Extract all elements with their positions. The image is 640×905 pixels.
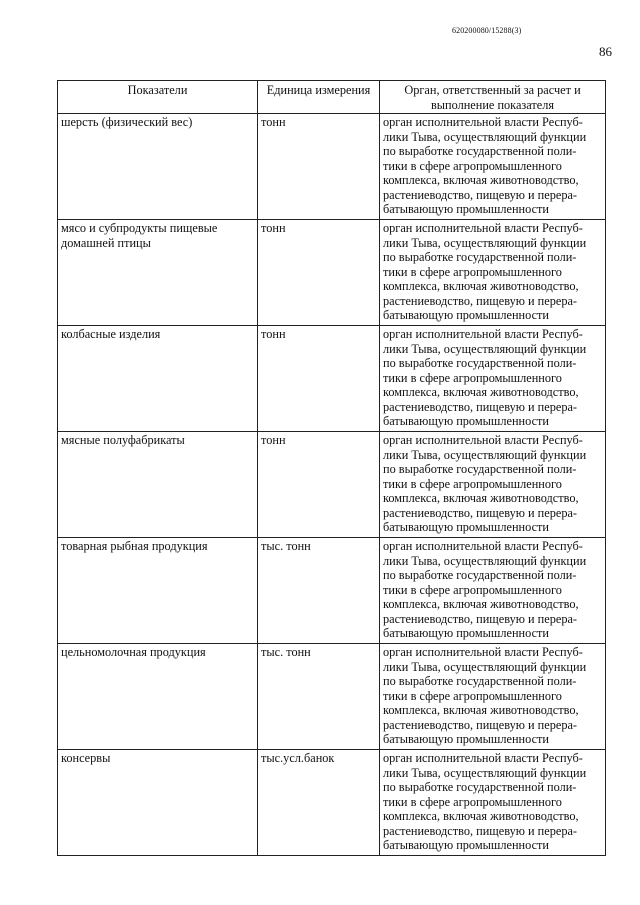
responsible-body-line: комплекса, включая животноводство, <box>383 491 579 505</box>
responsible-body-line: лики Тыва, осуществляющий функции <box>383 447 587 462</box>
unit-cell: тыс. тонн <box>258 538 380 644</box>
responsible-body-line: растениеводство, пищевую и перера- <box>383 823 578 838</box>
table-row <box>58 538 606 644</box>
responsible-body-line: по выработке государственной поли- <box>383 250 577 264</box>
responsible-body-line: комплекса, включая животноводство, <box>383 173 579 187</box>
responsible-body-line: орган исполнительной власти Респуб- <box>383 645 583 659</box>
responsible-body-line: орган исполнительной власти Респуб- <box>383 115 583 129</box>
indicator-cell: консервы <box>58 750 258 856</box>
responsible-body-line: лики Тыва, осуществляющий функции <box>383 659 587 674</box>
responsible-body-line: тики в сфере агропромышленного <box>383 264 562 279</box>
indicator-cell: мясо и субпродукты пищевые домашней птицы <box>58 220 258 326</box>
responsible-body-line: орган исполнительной власти Респуб- <box>383 751 583 765</box>
responsible-body-cell <box>380 326 606 432</box>
responsible-body-line: лики Тыва, осуществляющий функции <box>383 235 587 250</box>
responsible-body-line: комплекса, включая животноводство, <box>383 703 579 717</box>
responsible-body-line: растениеводство, пищевую и перера- <box>383 717 578 732</box>
responsible-body-line: растениеводство, пищевую и перера- <box>383 399 578 414</box>
indicator-cell: товарная рыбная продукция <box>58 538 258 644</box>
indicator-cell: цельномолочная продукция <box>58 644 258 750</box>
responsible-body-line: комплекса, включая животноводство, <box>383 809 579 823</box>
responsible-body-line: комплекса, включая животноводство, <box>383 279 579 293</box>
indicator-cell: шерсть (физический вес) <box>58 114 258 220</box>
responsible-body-line: батывающую промышленности <box>383 202 549 216</box>
responsible-body-line: батывающую промышленности <box>383 732 549 746</box>
column-header-responsible-body: Орган, ответственный за расчет и выполнение показателя <box>380 81 606 114</box>
table-row <box>58 750 606 856</box>
responsible-body-cell <box>380 538 606 644</box>
responsible-body-line: по выработке государственной поли- <box>383 144 577 158</box>
responsible-body-line: комплекса, включая животноводство, <box>383 385 579 399</box>
responsible-body-line: растениеводство, пищевую и перера- <box>383 293 578 308</box>
responsible-body-line: по выработке государственной поли- <box>383 356 577 370</box>
responsible-body-cell <box>380 432 606 538</box>
page-number: 86 <box>599 44 612 59</box>
responsible-body-line: по выработке государственной поли- <box>383 674 577 688</box>
document-id: 620200080/15288(3) <box>452 26 522 35</box>
unit-cell: тыс.усл.банок <box>258 750 380 856</box>
column-header-indicators: Показатели <box>58 81 258 114</box>
responsible-body-line: растениеводство, пищевую и перера- <box>383 187 578 202</box>
responsible-body-line: по выработке государственной поли- <box>383 780 577 794</box>
responsible-body-line: тики в сфере агропромышленного <box>383 688 562 703</box>
table-row <box>58 644 606 750</box>
table-row <box>58 220 606 326</box>
responsible-body-line: орган исполнительной власти Респуб- <box>383 433 583 447</box>
responsible-body-line: растениеводство, пищевую и перера- <box>383 611 578 626</box>
responsible-body-line: орган исполнительной власти Респуб- <box>383 221 583 235</box>
responsible-body-line: тики в сфере агропромышленного <box>383 582 562 597</box>
table-row <box>58 326 606 432</box>
responsible-body-line: батывающую промышленности <box>383 414 549 428</box>
table-row <box>58 432 606 538</box>
responsible-body-line: лики Тыва, осуществляющий функции <box>383 765 587 780</box>
responsible-body-line: лики Тыва, осуществляющий функции <box>383 129 587 144</box>
responsible-body-line: тики в сфере агропромышленного <box>383 476 562 491</box>
unit-cell: тонн <box>258 220 380 326</box>
responsible-body-line: тики в сфере агропромышленного <box>383 794 562 809</box>
indicators-table <box>57 80 606 856</box>
responsible-body-line: батывающую промышленности <box>383 838 549 852</box>
responsible-body-line: тики в сфере агропромышленного <box>383 370 562 385</box>
responsible-body-line: орган исполнительной власти Респуб- <box>383 539 583 553</box>
responsible-body-line: по выработке государственной поли- <box>383 568 577 582</box>
responsible-body-cell <box>380 644 606 750</box>
responsible-body-cell <box>380 114 606 220</box>
indicator-cell: мясные полуфабрикаты <box>58 432 258 538</box>
unit-cell: тонн <box>258 114 380 220</box>
responsible-body-line: лики Тыва, осуществляющий функции <box>383 553 587 568</box>
indicator-cell: колбасные изделия <box>58 326 258 432</box>
responsible-body-line: батывающую промышленности <box>383 626 549 640</box>
responsible-body-cell <box>380 220 606 326</box>
responsible-body-line: батывающую промышленности <box>383 520 549 534</box>
responsible-body-cell <box>380 750 606 856</box>
responsible-body-line: батывающую промышленности <box>383 308 549 322</box>
responsible-body-line: комплекса, включая животноводство, <box>383 597 579 611</box>
unit-cell: тыс. тонн <box>258 644 380 750</box>
table-row <box>58 114 606 220</box>
responsible-body-line: орган исполнительной власти Респуб- <box>383 327 583 341</box>
responsible-body-line: тики в сфере агропромышленного <box>383 158 562 173</box>
responsible-body-line: растениеводство, пищевую и перера- <box>383 505 578 520</box>
responsible-body-line: по выработке государственной поли- <box>383 462 577 476</box>
unit-cell: тонн <box>258 326 380 432</box>
responsible-body-line: лики Тыва, осуществляющий функции <box>383 341 587 356</box>
column-header-unit: Единица измерения <box>258 81 380 114</box>
unit-cell: тонн <box>258 432 380 538</box>
table-header-row <box>58 81 606 114</box>
